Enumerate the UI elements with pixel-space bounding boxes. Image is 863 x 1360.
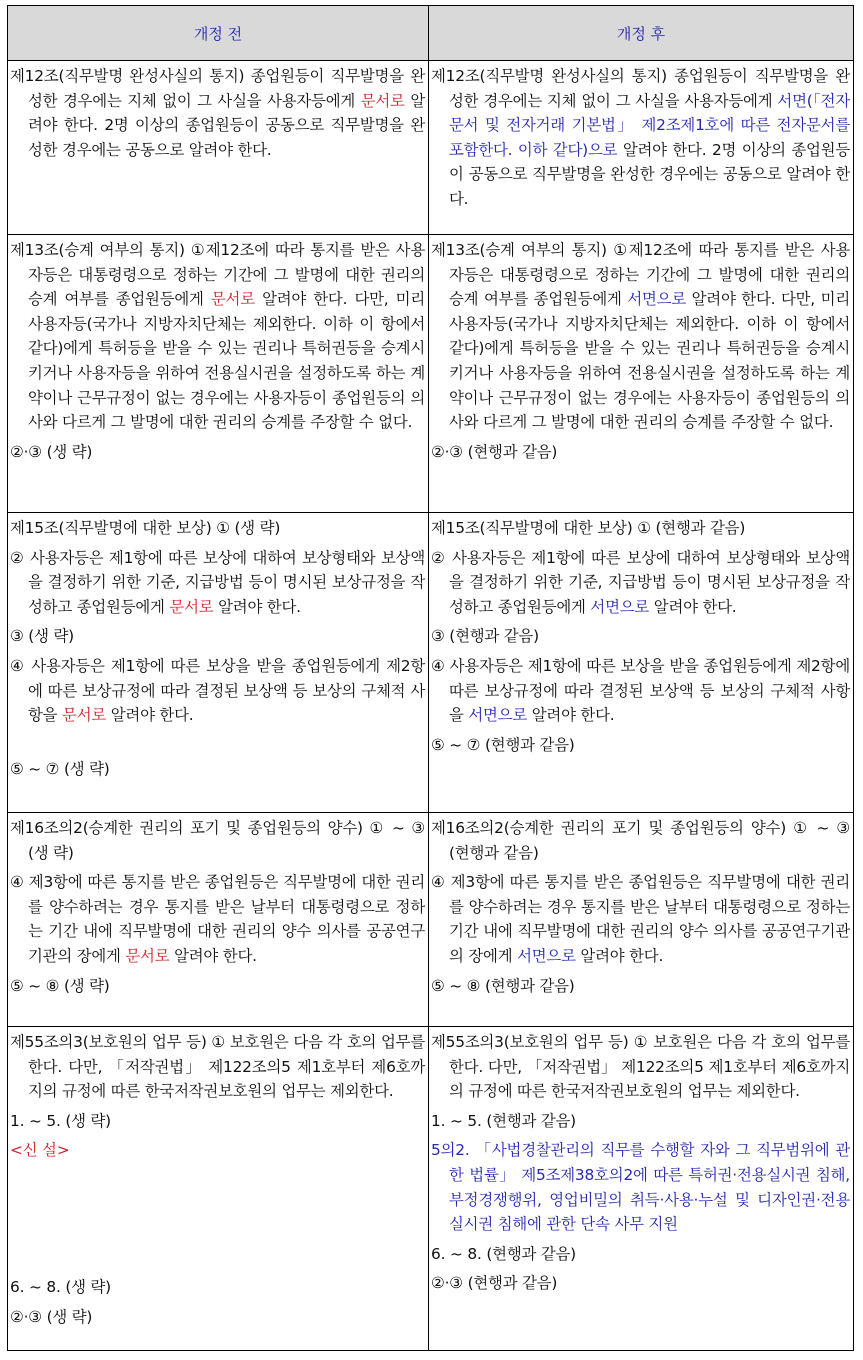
table-row-article-12	[8, 61, 854, 235]
table-header-row	[8, 6, 854, 61]
paragraph: ⑤ ~ ⑧ (현행과 같음)	[431, 976, 575, 995]
table-row-article-15	[8, 513, 854, 813]
text: 알려야 한다.	[575, 946, 664, 965]
cell-after	[429, 1027, 854, 1351]
paragraph	[10, 654, 425, 728]
inserted-text: 서면으로	[627, 290, 686, 309]
text: ④ 사용자등은 제1항에 따른 보상을 받을 종업원등에게 제2항에 따른 보상규정에 따라 결정된 보상액 등 보상의 구체적 사항을	[431, 656, 850, 725]
paragraph: ⑤ ~ ⑦ (현행과 같음)	[431, 735, 575, 754]
table-row-article-16-2	[8, 813, 854, 1027]
deleted-text: 문서로	[62, 706, 107, 725]
text: 제12조(직무발명 완성사실의 통지) 종업원등이 직무발명을 완성한 경우에는 지체 없이 그 사실을 사용자등에게	[10, 67, 425, 110]
text: ④ 제3항에 따른 통지를 받은 종업원등은 직무발명에 대한 권리를 양수하려는 경우 통지를 받은 날부터 대통령령으로 정하는 기간 내에 직무발명에 대한 권리의 양수 의사를 공공연구기관의 장에게	[431, 873, 850, 965]
paragraph: ③ (현행과 같음)	[431, 627, 539, 646]
text: ② 사용자등은 제1항에 따른 보상에 대하여 보상형태와 보상액을 결정하기 위한 기준, 지급방법 등이 명시된 보상규정을 작성하고 종업원등에게	[10, 548, 425, 616]
paragraph: 제15조(직무발명에 대한 보상) ① (현행과 같음)	[431, 519, 746, 537]
paragraph: 1. ~ 5. (생 략)	[10, 1111, 111, 1130]
deleted-text: 문서로	[210, 290, 255, 309]
text: ④ 사용자등은 제1항에 따른 보상을 받을 종업원등에게 제2항에 따른 보상규정에 따라 결정된 보상액 등 보상의 구체적 사항을	[10, 656, 425, 725]
paragraph: 제16조의2(승계한 권리의 포기 및 종업원등의 양수) ① ~ ③ (생 략)	[10, 819, 425, 862]
paragraph: ②·③ (생 략)	[10, 442, 93, 461]
cell-before	[8, 61, 429, 235]
paragraph	[431, 546, 850, 620]
inserted-text: 서면으로	[590, 597, 650, 616]
paragraph: ②·③ (현행과 같음)	[431, 1274, 558, 1293]
text: 알려야 한다.	[106, 706, 194, 725]
paragraph: 제55조의3(보호원의 업무 등) ① 보호원은 다음 각 호의 업무를 한다. 다만, 「저작권법」 제122조의5 제1호부터 제6호까지의 규정에 따른 한국저작권보호원의 업무는 제외한다.	[431, 1033, 850, 1101]
text: 알려야 한다. 2명 이상의 종업원등이 공동으로 직무발명을 완성한 경우에는 공동으로 알려야 한다.	[28, 91, 425, 159]
inserted-text: 서면(「전자문서 및 전자거래 기본법」 제2조제1호에 따른 전자문서를 포함한다. 이하 같다)으로	[449, 91, 850, 159]
paragraph: ②·③ (현행과 같음)	[431, 442, 558, 461]
text: ④ 제3항에 따른 통지를 받은 종업원등은 직무발명에 대한 권리를 양수하려는 경우 통지를 받은 날부터 대통령령으로 정하는 기간 내에 직무발명에 대한 권리의 양수 의사를 공공연구기관의 장에게	[10, 873, 425, 965]
cell-after	[429, 813, 854, 1027]
paragraph	[431, 654, 850, 728]
text: 알려야 한다.	[213, 597, 301, 616]
text: 알려야 한다. 2명 이상의 종업원등이 공동으로 직무발명을 완성한 경우에는 공동으로 알려야 한다.	[449, 140, 850, 208]
header-before: 개정 전	[8, 6, 429, 61]
inserted-text: 서면으로	[468, 706, 528, 725]
cell-before	[8, 235, 429, 513]
new-provision-marker: <신 설>	[10, 1141, 70, 1160]
text: ② 사용자등은 제1항에 따른 보상에 대하여 보상형태와 보상액을 결정하기 위한 기준, 지급방법 등이 명시된 보상규정을 작성하고 종업원등에게	[431, 548, 850, 616]
paragraph: 6. ~ 8. (생 략)	[10, 1277, 111, 1296]
paragraph	[10, 64, 425, 162]
text: 알려야 한다. 다만, 미리 사용자등(국가나 지방자치단체는 제외한다. 이하 이 항에서 같다)에게 특허등을 받을 수 있는 권리나 특허권등을 승계시키거나 사용자등을 위하여 전용실시권을 설정하도록 하는 계약이나 근무규정이 없는 경우에는 사용자등이 종업원등의 의사와 다르게 그 발명에 대한 권리의 승계를 주장할 수 없다.	[28, 290, 425, 432]
amendment-comparison-table	[7, 5, 854, 1351]
paragraph: 제15조(직무발명에 대한 보상) ① (생 략)	[10, 519, 281, 537]
header-after: 개정 후	[429, 6, 854, 61]
paragraph	[10, 546, 425, 620]
paragraph	[10, 870, 425, 968]
table-row-article-13	[8, 235, 854, 513]
paragraph: ③ (생 략)	[10, 627, 74, 646]
paragraph: 1. ~ 5. (현행과 같음)	[431, 1111, 576, 1130]
inserted-item: 5의2. 「사법경찰관리의 직무를 수행할 자와 그 직무범위에 관한 법률」 제5조제38호의2에 따른 특허권·전용실시권 침해, 부정경쟁행위, 영업비밀의 취득·사용·누설 및 디자인권·전용실시권 침해에 관한 단속 사무 지원	[431, 1141, 850, 1234]
cell-after	[429, 61, 854, 235]
paragraph: 제55조의3(보호원의 업무 등) ① 보호원은 다음 각 호의 업무를 한다. 다만, 「저작권법」 제122조의5 제1호부터 제6호까지의 규정에 따른 한국저작권보호원의 업무는 제외한다.	[10, 1033, 425, 1101]
cell-before	[8, 1027, 429, 1351]
text: 제13조(승계 여부의 통지) ①제12조에 따라 통지를 받은 사용자등은 대통령령으로 정하는 기간에 그 발명에 대한 권리의 승계 여부를 종업원등에게	[431, 241, 850, 309]
paragraph: ⑤ ~ ⑧ (생 략)	[10, 976, 110, 995]
paragraph: 6. ~ 8. (현행과 같음)	[431, 1244, 576, 1263]
paragraph: 제16조의2(승계한 권리의 포기 및 종업원등의 양수) ① ~ ③ (현행과 같음)	[431, 819, 850, 862]
table-row-article-55-3	[8, 1027, 854, 1351]
cell-after	[429, 513, 854, 813]
text: 알려야 한다. 다만, 미리 사용자등(국가나 지방자치단체는 제외한다. 이하 이 항에서 같다)에게 특허등을 받을 수 있는 권리나 특허권등을 승계시키거나 사용자등을 위하여 전용실시권을 설정하도록 하는 계약이나 근무규정이 없는 경우에는 사용자등이 종업원등의 의사와 다르게 그 발명에 대한 권리의 승계를 주장할 수 없다.	[449, 290, 850, 432]
deleted-text: 문서로	[125, 946, 170, 965]
cell-before	[8, 513, 429, 813]
cell-after	[429, 235, 854, 513]
paragraph: ②·③ (생 략)	[10, 1307, 93, 1326]
paragraph: ⑤ ~ ⑦ (생 략)	[10, 759, 110, 778]
inserted-text: 서면으로	[517, 946, 576, 965]
text: 알려야 한다.	[527, 706, 615, 725]
text: 알려야 한다.	[169, 946, 257, 965]
text: 알려야 한다.	[649, 597, 737, 616]
paragraph	[431, 64, 850, 212]
text: 제13조(승계 여부의 통지) ①제12조에 따라 통지를 받은 사용자등은 대통령령으로 정하는 기간에 그 발명에 대한 권리의 승계 여부를 종업원등에게	[10, 241, 425, 309]
deleted-text: 문서로	[360, 91, 405, 110]
paragraph	[431, 238, 850, 435]
paragraph	[10, 238, 425, 435]
text: 제12조(직무발명 완성사실의 통지) 종업원등이 직무발명을 완성한 경우에는 지체 없이 그 사실을 사용자등에게	[431, 67, 850, 110]
paragraph	[431, 870, 850, 968]
cell-before	[8, 813, 429, 1027]
deleted-text: 문서로	[169, 597, 214, 616]
